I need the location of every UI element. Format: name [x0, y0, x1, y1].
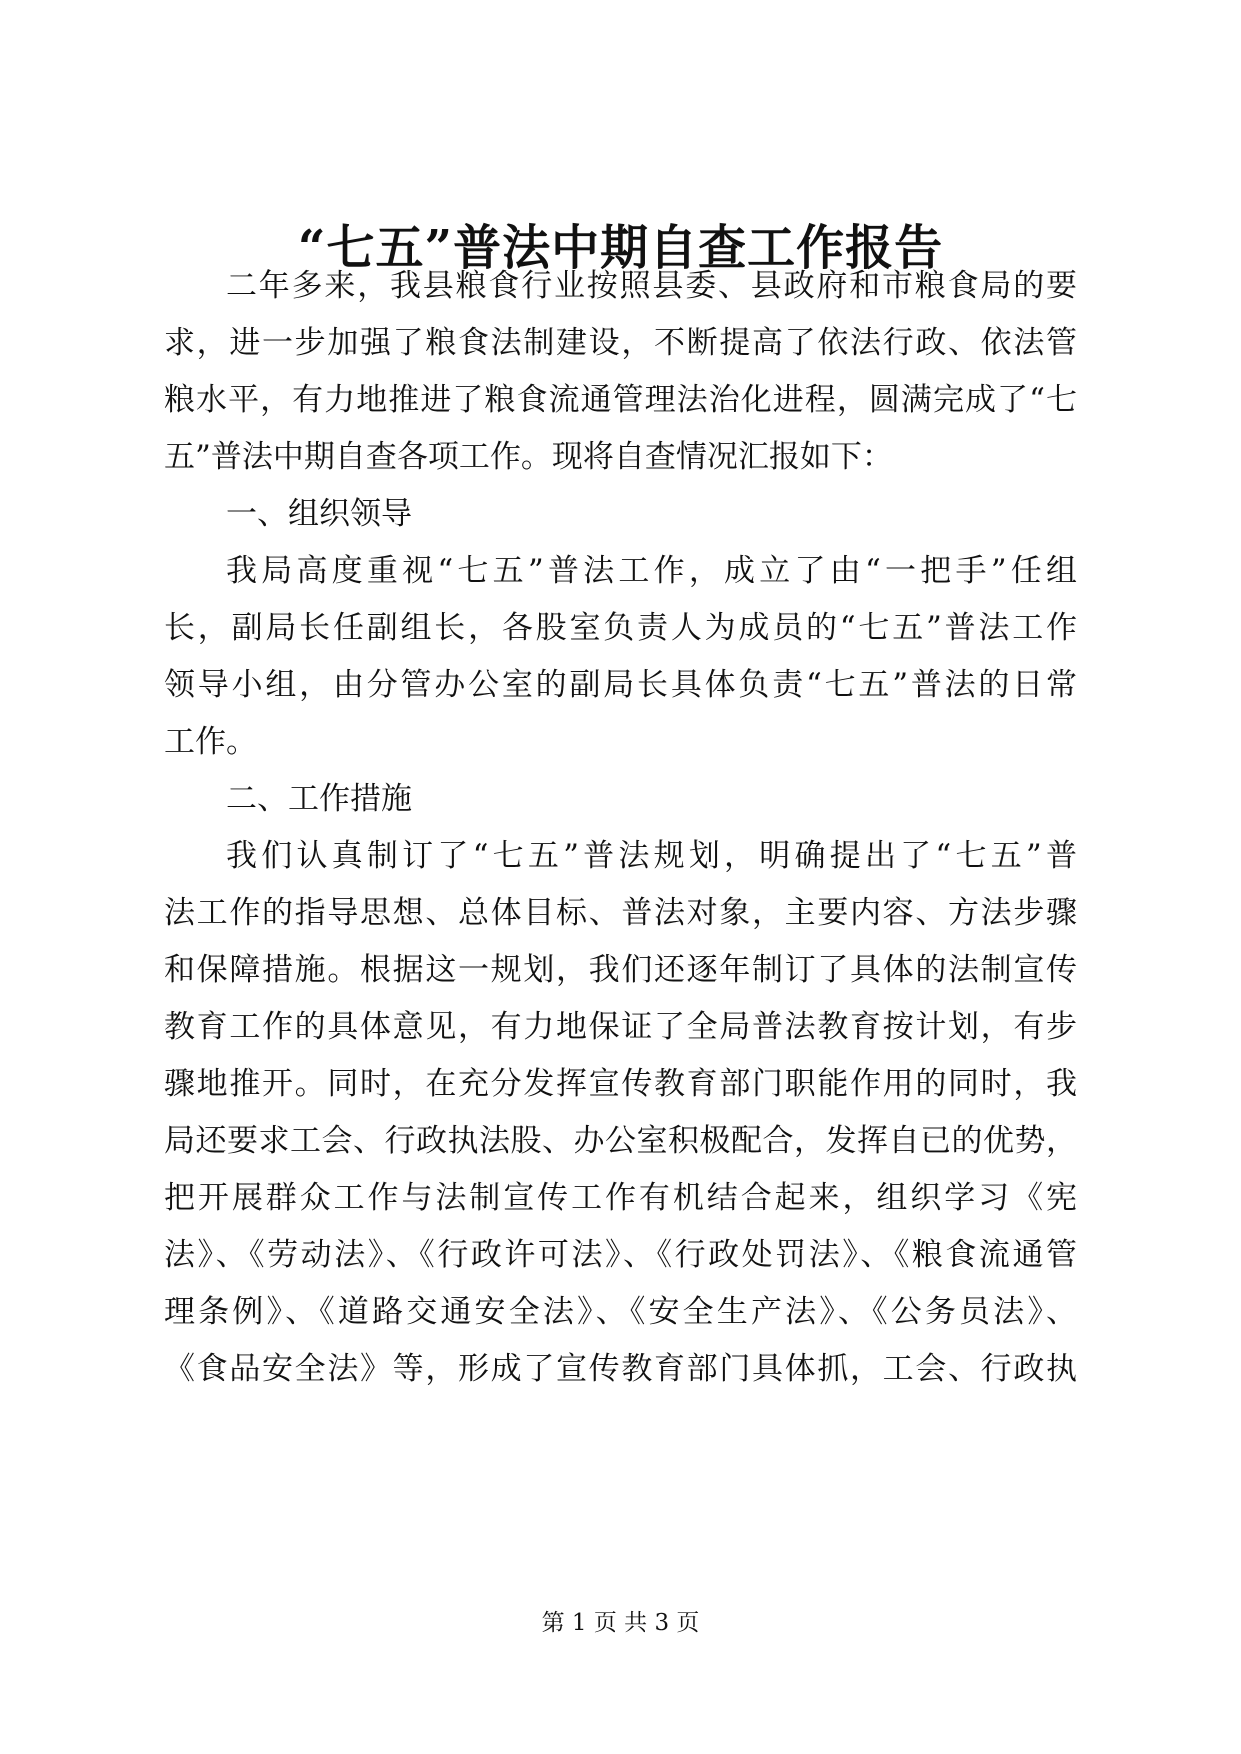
body-line: 二年多来，我县粮食行业按照县委、县政府和市粮食局的要: [226, 268, 1077, 304]
body-line: 骤地推开。同时，在充分发挥宣传教育部门职能作用的同时，我: [164, 1066, 1077, 1102]
body-line: 我局高度重视“七五”普法工作，成立了由“一把手”任组: [226, 553, 1077, 589]
body-line: 工作。: [164, 724, 257, 760]
body-line: 长，副局长任副组长，各股室负责人为成员的“七五”普法工作: [164, 610, 1077, 646]
body-line: 领导小组，由分管办公室的副局长具体负责“七五”普法的日常: [164, 667, 1077, 703]
section-heading: 二、工作措施: [226, 781, 412, 817]
body-line: 求，进一步加强了粮食法制建设，不断提高了依法行政、依法管: [164, 325, 1077, 361]
body-line: 教育工作的具体意见，有力地保证了全局普法教育按计划，有步: [164, 1009, 1077, 1045]
body-line: 法》、《劳动法》、《行政许可法》、《行政处罚法》、《粮食流通管: [164, 1237, 1077, 1273]
body-line: 局还要求工会、行政执法股、办公室积极配合，发挥自已的优势，: [164, 1123, 1077, 1159]
body-line: 理条例》、《道路交通安全法》、《安全生产法》、《公务员法》、: [164, 1294, 1077, 1330]
page-number: 第 1 页 共 3 页: [541, 1610, 700, 1636]
body-line: 和保障措施。根据这一规划，我们还逐年制订了具体的法制宣传: [164, 952, 1077, 988]
section-heading: 一、组织领导: [226, 496, 412, 532]
body-line: 把开展群众工作与法制宣传工作有机结合起来，组织学习《宪: [164, 1180, 1077, 1216]
body-line: 《食品安全法》等，形成了宣传教育部门具体抓，工会、行政执: [164, 1351, 1077, 1387]
body-line: 我们认真制订了“七五”普法规划，明确提出了“七五”普: [226, 838, 1077, 874]
body-line: 五”普法中期自查各项工作。现将自查情况汇报如下：: [164, 439, 893, 475]
document-title: “七五”普法中期自查工作报告: [297, 220, 944, 276]
body-line: 粮水平，有力地推进了粮食流通管理法治化进程，圆满完成了“七: [164, 382, 1077, 418]
body-line: 法工作的指导思想、总体目标、普法对象，主要内容、方法步骤: [164, 895, 1077, 931]
